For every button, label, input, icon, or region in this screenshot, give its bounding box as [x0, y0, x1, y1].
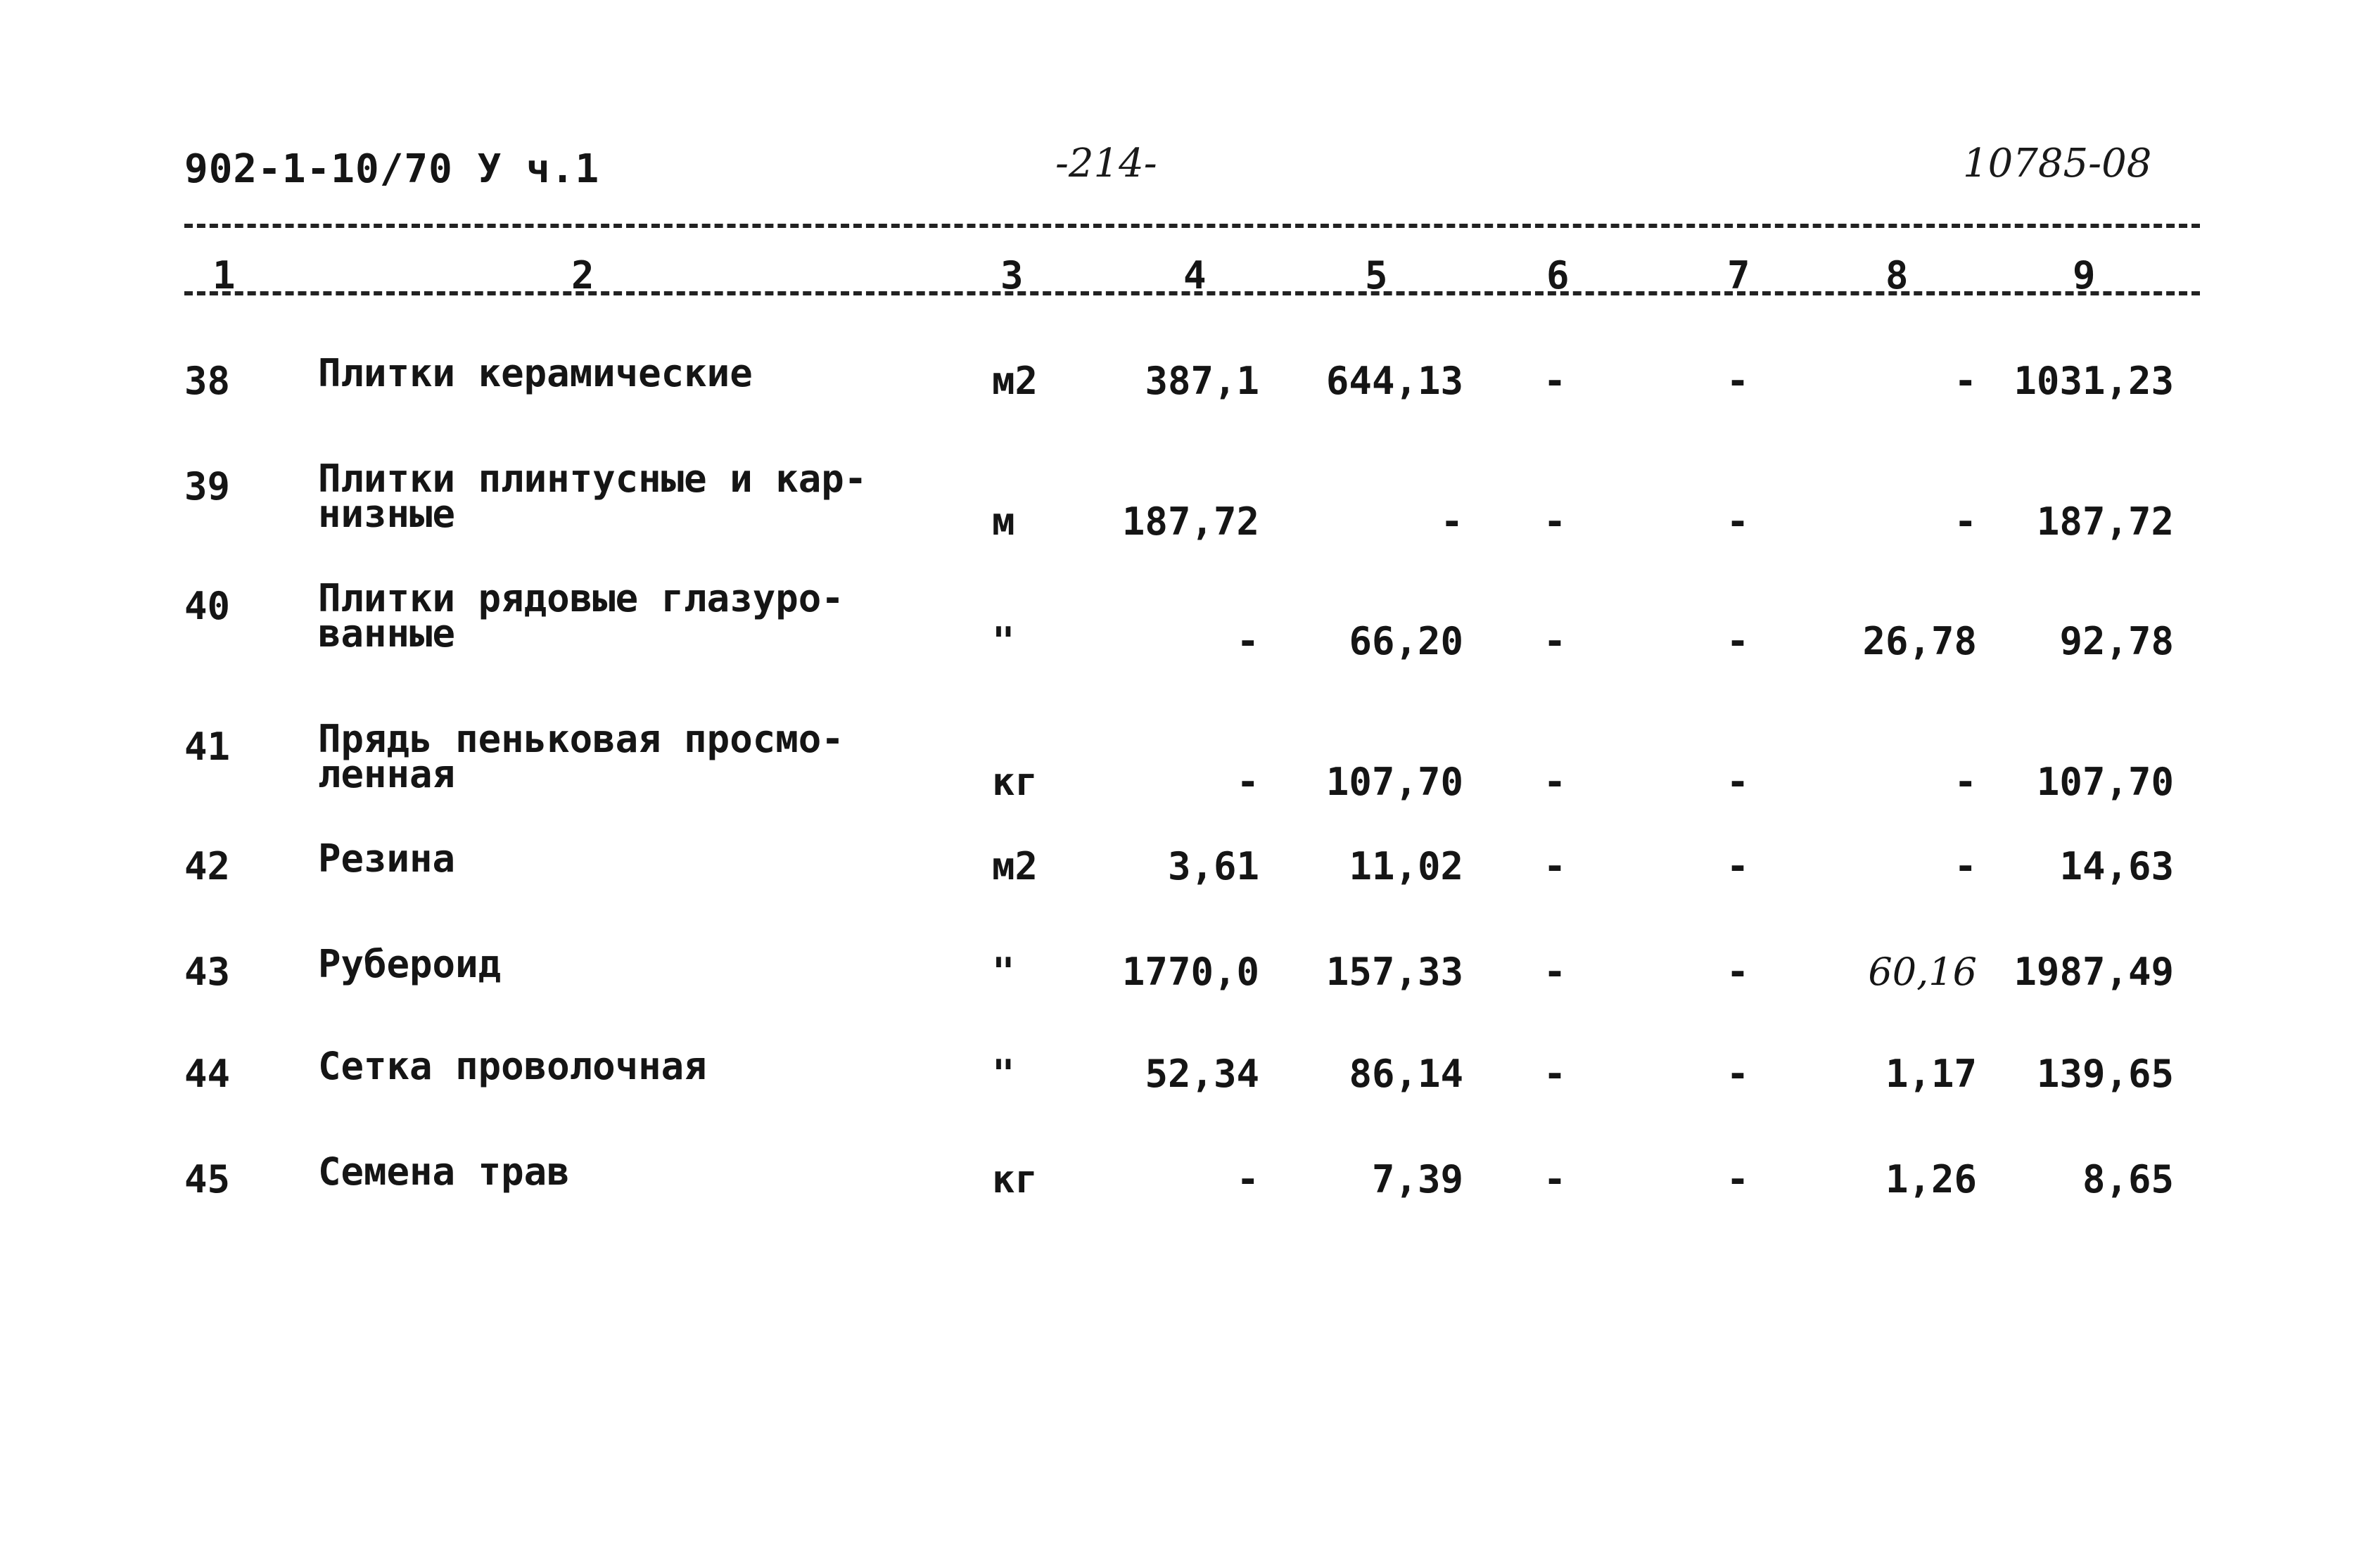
material-name [318, 576, 844, 656]
value-cell-col4: 387,1 [1145, 359, 1259, 403]
material-name [318, 1044, 707, 1088]
material-name-line: ванные [318, 611, 456, 656]
value-cell-col4: - [1236, 1157, 1259, 1202]
row-number: 42 [184, 844, 231, 888]
value-cell-col6: - [1543, 844, 1567, 888]
material-name-line: Резина [318, 836, 456, 881]
value-cell-col6: - [1543, 1157, 1567, 1202]
value-cell-col8: 1,26 [1885, 1157, 1977, 1202]
value-cell-col4: 52,34 [1145, 1052, 1259, 1096]
value-cell-col7: - [1726, 1157, 1750, 1202]
document-code: 902-1-10/70 У ч.1 [184, 146, 600, 192]
value-cell-col8: - [1954, 844, 1977, 888]
value-cell-col6: - [1543, 1052, 1567, 1096]
material-name-line: Плитки керамические [318, 351, 753, 395]
row-number: 41 [184, 725, 231, 769]
header-bottom-rule [184, 291, 2200, 295]
value-cell-col5: 7,39 [1371, 1157, 1463, 1202]
value-cell-col9: 139,65 [2036, 1052, 2174, 1096]
material-name-line: Прядь пеньковая просмо- [318, 717, 844, 761]
value-cell-col4: - [1236, 760, 1259, 804]
unit-cell: кг [992, 760, 1038, 804]
page-number: -214- [1055, 141, 1157, 186]
material-name-line: Рубероид [318, 942, 502, 986]
column-number: 5 [1365, 253, 1388, 298]
value-cell-col6: - [1543, 619, 1567, 663]
value-cell-col7: - [1726, 619, 1750, 663]
value-cell-col8: - [1954, 499, 1977, 544]
material-name-line: Плитки плинтусные и кар- [318, 457, 867, 501]
column-number: 7 [1727, 253, 1750, 298]
value-cell-col7: - [1726, 359, 1750, 403]
material-name-line: ленная [318, 752, 456, 796]
unit-cell: " [992, 1052, 1015, 1096]
inventory-number: 10785-08 [1963, 141, 2152, 186]
row-number: 40 [184, 584, 231, 628]
value-cell-col5: 644,13 [1325, 359, 1463, 403]
row-number: 38 [184, 359, 231, 403]
column-number: 9 [2073, 253, 2096, 298]
unit-cell: м [992, 499, 1015, 544]
handwritten-value-cell-col8: 60,16 [1868, 950, 1977, 994]
unit-cell: " [992, 619, 1015, 663]
column-number: 2 [571, 253, 594, 298]
material-name [318, 1149, 570, 1194]
value-cell-col7: - [1726, 844, 1750, 888]
value-cell-col5: - [1440, 499, 1463, 544]
value-cell-col4: 3,61 [1167, 844, 1259, 888]
value-cell-col5: 107,70 [1325, 760, 1463, 804]
value-cell-col8: 26,78 [1862, 619, 1977, 663]
table-top-rule [184, 224, 2200, 228]
material-name [318, 942, 502, 986]
material-name-line: Семена трав [318, 1149, 570, 1194]
column-number: 4 [1183, 253, 1207, 298]
material-name-line: Плитки рядовые глазуро- [318, 576, 844, 620]
column-number: 6 [1546, 253, 1570, 298]
material-name [318, 717, 844, 796]
value-cell-col8: - [1954, 760, 1977, 804]
material-name [318, 351, 753, 395]
value-cell-col5: 157,33 [1325, 950, 1463, 994]
column-number: 8 [1885, 253, 1909, 298]
row-number: 43 [184, 950, 231, 994]
value-cell-col8: 1,17 [1885, 1052, 1977, 1096]
row-number: 44 [184, 1052, 231, 1096]
value-cell-col6: - [1543, 359, 1567, 403]
column-number: 3 [1000, 253, 1024, 298]
value-cell-col5: 11,02 [1349, 844, 1463, 888]
value-cell-col7: - [1726, 499, 1750, 544]
value-cell-col9: 1987,49 [2013, 950, 2174, 994]
value-cell-col6: - [1543, 499, 1567, 544]
row-number: 39 [184, 464, 231, 509]
unit-cell: м2 [992, 844, 1038, 888]
value-cell-col9: 92,78 [2059, 619, 2174, 663]
unit-cell: кг [992, 1157, 1038, 1202]
unit-cell: м2 [992, 359, 1038, 403]
value-cell-col9: 107,70 [2036, 760, 2174, 804]
value-cell-col7: - [1726, 1052, 1750, 1096]
value-cell-col4: 187,72 [1121, 499, 1259, 544]
value-cell-col6: - [1543, 760, 1567, 804]
unit-cell: " [992, 950, 1015, 994]
value-cell-col9: 8,65 [2082, 1157, 2174, 1202]
value-cell-col7: - [1726, 760, 1750, 804]
value-cell-col5: 66,20 [1349, 619, 1463, 663]
value-cell-col6: - [1543, 950, 1567, 994]
value-cell-col4: 1770,0 [1121, 950, 1259, 994]
value-cell-col4: - [1236, 619, 1259, 663]
material-name [318, 836, 456, 881]
material-name [318, 457, 867, 536]
value-cell-col8: - [1954, 359, 1977, 403]
value-cell-col7: - [1726, 950, 1750, 994]
material-name-line: Сетка проволочная [318, 1044, 707, 1088]
column-number: 1 [212, 253, 236, 298]
value-cell-col9: 14,63 [2059, 844, 2174, 888]
value-cell-col5: 86,14 [1349, 1052, 1463, 1096]
material-name-line: низные [318, 492, 456, 536]
row-number: 45 [184, 1157, 231, 1202]
value-cell-col9: 1031,23 [2013, 359, 2174, 403]
value-cell-col9: 187,72 [2036, 499, 2174, 544]
